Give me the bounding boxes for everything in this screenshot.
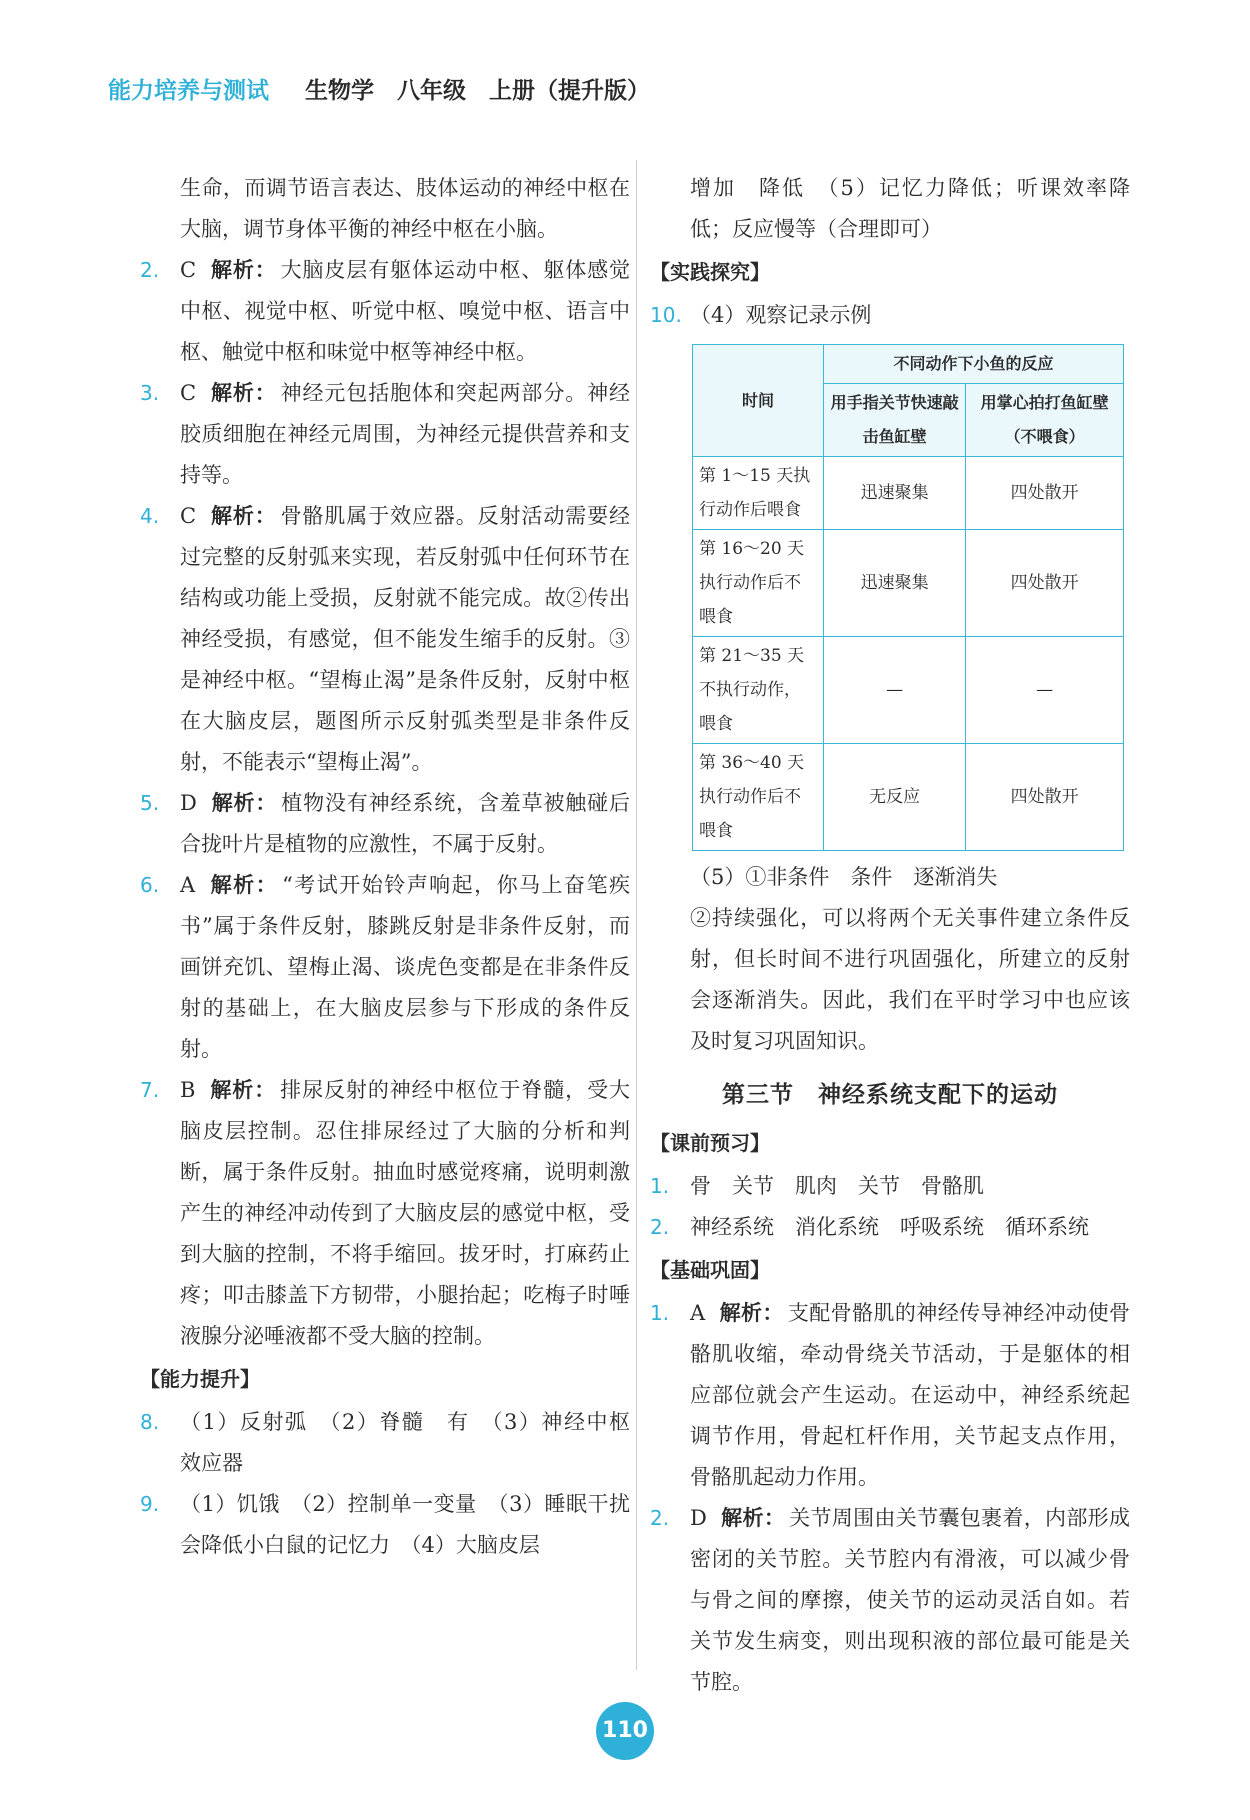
column-divider [636,160,637,1670]
answer-2 [140,250,630,373]
section-basic: 【基础巩固】 [650,1258,770,1282]
analysis-label: 解析： [720,1506,786,1530]
analysis-text: 植物没有神经系统，含羞草被触碰后合拢叶片是植物的应激性，不属于反射。 [180,791,631,856]
table-cell: 四处散开 [966,530,1124,637]
answer-choice: A [690,1301,706,1325]
section-ability: 【能力提升】 [140,1367,260,1391]
book-brand: 能力培养与测试 [108,78,269,104]
table-row [693,744,1124,851]
answer-3 [140,373,630,496]
chapter-title [650,1074,1130,1115]
table-cell: 四处散开 [966,744,1124,851]
observation-table [692,344,1124,851]
table-cell: 第 36～40 天执行动作后不喂食 [693,744,824,851]
answer-10-part5-detail: ②持续强化，可以将两个无关事件建立条件反射，但长时间不进行巩固强化，所建立的反射会逐渐消失。因此，我们在平时学习中也应该及时复习巩固知识。 [690,906,1130,1053]
answer-text: （1）饥饿 （2）控制单一变量 （3）睡眠干扰会降低小白鼠的记忆力 （4）大脑皮层 [180,1492,630,1557]
page-number: 110 [596,1702,654,1760]
question-number: 1. [650,1301,670,1325]
right-column [650,168,1130,1703]
answer-7 [140,1070,630,1357]
basic-answer-1 [650,1293,1130,1498]
table-cell: 无反应 [824,744,966,851]
answer-choice: C [180,381,197,405]
analysis-label: 解析： [210,791,278,815]
analysis-text: 关节周围由关节囊包裹着，内部形成密闭的关节腔。关节腔内有滑液，可以减少骨与骨之间的摩擦，使关节的运动灵活自如。若关节发生病变，则出现积液的部位最可能是关节腔。 [690,1506,1130,1694]
analysis-text: 骨骼肌属于效应器。反射活动需要经过完整的反射弧来实现，若反射弧中任何环节在结构或功能上受损，反射就不能完成。故②传出神经受损，有感觉，但不能发生缩手的反射。③是神经中枢。“望梅止渴”是条件反射，反射中枢在大脑皮层，题图所示反射弧类型是非条件反射，不能表示“望梅止渴”。 [180,504,630,774]
answer-4 [140,496,630,783]
question-number: 1. [650,1174,670,1198]
question-number: 9. [140,1492,160,1516]
page-header [108,72,650,105]
answer-9-continued: 增加 降低 （5）记忆力降低；听课效率降低；反应慢等（合理即可） [690,176,1130,241]
analysis-label: 解析： [209,1078,277,1102]
preview-answer-1 [650,1166,1130,1207]
question-number: 3. [140,381,160,405]
question-number: 8. [140,1410,160,1434]
analysis-label: 解析： [210,504,277,528]
left-column [140,168,651,1566]
table-header-pat: 用掌心拍打鱼缸壁（不喂食） [966,384,1124,457]
table-header-group: 不同动作下小鱼的反应 [824,345,1124,384]
section-preview: 【课前预习】 [650,1131,770,1155]
analysis-text: 神经元包括胞体和突起两部分。神经胶质细胞在神经元周围，为神经元提供营养和支持等。 [180,381,630,487]
answer-5 [140,783,630,865]
book-subject: 生物学 八年级 上册（提升版） [305,78,651,104]
analysis-text: 支配骨骼肌的神经传导神经冲动使骨骼肌收缩，牵动骨绕关节活动，于是躯体的相应部位就会产生运动。在运动中，神经系统起调节作用，骨起杠杆作用，关节起支点作用，骨骼肌起动力作用。 [690,1301,1131,1489]
table-cell: 第 1～15 天执行动作后喂食 [693,457,824,530]
answer-text: （4）观察记录示例 [690,303,872,327]
table-row [693,637,1124,744]
answer-text: 骨 关节 肌肉 关节 骨骼肌 [690,1174,984,1198]
table-cell: 四处散开 [966,457,1124,530]
analysis-label: 解析： [209,873,279,897]
analysis-label: 解析： [719,1301,784,1325]
answer-choice: C [180,504,197,528]
question-number: 2. [650,1506,670,1530]
question-number: 2. [140,258,160,282]
chapter-number: 第三节 [722,1081,794,1108]
answer-choice: D [180,791,197,815]
question-number: 5. [140,791,160,815]
answer-choice: B [180,1078,196,1102]
table-cell: 第 21～35 天不执行动作，喂食 [693,637,824,744]
chapter-name: 神经系统支配下的运动 [818,1081,1058,1108]
question-number: 10. [650,303,682,327]
answer-text: 神经系统 消化系统 呼吸系统 循环系统 [690,1215,1089,1239]
analysis-text: 排尿反射的神经中枢位于脊髓，受大脑皮层控制。忍住排尿经过了大脑的分析和判断，属于条件反射。抽血时感觉疼痛，说明刺激产生的神经冲动传到了大脑皮层的感觉中枢，受到大脑的控制，不将手缩回。拔牙时，打麻药止疼；叩击膝盖下方韧带，小腿抬起；吃梅子时唾液腺分泌唾液都不受大脑的控制。 [180,1078,631,1348]
analysis-label: 解析： [210,258,277,282]
table-cell: — [824,637,966,744]
answer-10 [650,295,1130,336]
question-number: 6. [140,873,160,897]
table-cell: — [966,637,1124,744]
analysis-text: 大脑皮层有躯体运动中枢、躯体感觉中枢、视觉中枢、听觉中枢、嗅觉中枢、语言中枢、触觉中枢和味觉中枢等神经中枢。 [180,258,630,364]
question-number: 2. [650,1215,670,1239]
answer-choice: D [690,1506,707,1530]
answer-1-continued: 生命，而调节语言表达、肢体运动的神经中枢在大脑，调节身体平衡的神经中枢在小脑。 [180,176,630,241]
preview-answer-2 [650,1207,1130,1248]
answer-choice: A [180,873,196,897]
table-cell: 迅速聚集 [824,457,966,530]
answer-9 [140,1484,630,1566]
answer-8 [140,1402,651,1484]
answer-10-part5: （5）①非条件 条件 逐渐消失 [690,865,998,889]
question-number: 4. [140,504,160,528]
question-number: 7. [140,1078,160,1102]
answer-6 [140,865,630,1070]
table-cell: 迅速聚集 [824,530,966,637]
basic-answer-2 [650,1498,1130,1703]
analysis-label: 解析： [210,381,277,405]
table-header-time: 时间 [693,345,824,457]
answer-text: （1）反射弧 （2）脊髓 有 （3）神经中枢 效应器 [180,1410,651,1475]
answer-choice: C [180,258,197,282]
table-header-knock: 用手指关节快速敲击鱼缸壁 [824,384,966,457]
section-practice: 【实践探究】 [650,260,770,284]
table-row [693,457,1124,530]
table-cell: 第 16～20 天执行动作后不喂食 [693,530,824,637]
table-row [693,530,1124,637]
analysis-text: “考试开始铃声响起，你马上奋笔疾书”属于条件反射，膝跳反射是非条件反射，而画饼充饥、望梅止渴、谈虎色变都是在非条件反射的基础上，在大脑皮层参与下形成的条件反射。 [180,873,630,1061]
